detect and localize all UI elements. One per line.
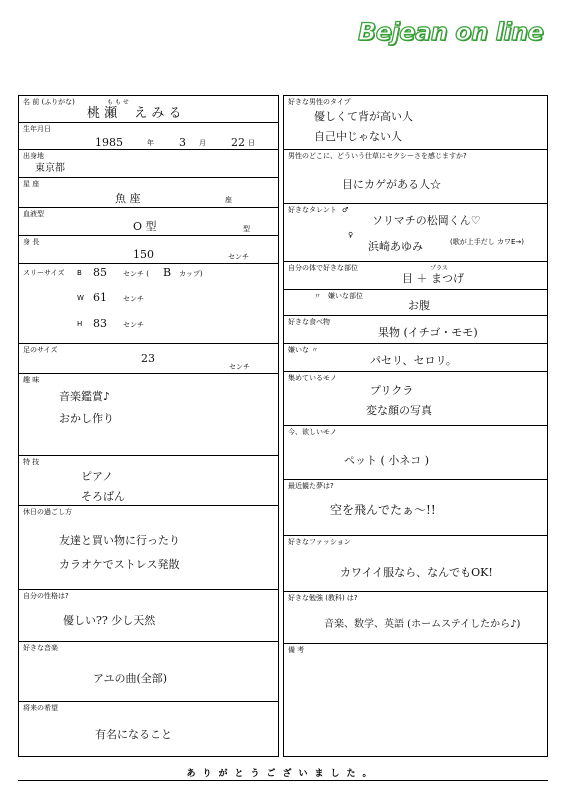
skill-field — [19, 456, 278, 506]
future-dream-field — [19, 702, 278, 755]
favorite-female-talent-note: (歌が上手だし カワE→) — [450, 238, 524, 246]
height-field — [19, 236, 278, 264]
personality-field — [19, 590, 278, 642]
birthplace-field — [19, 150, 278, 178]
zodiac-label: 星 座 — [23, 180, 40, 188]
favorite-fashion-field — [284, 536, 547, 592]
blood-type-field — [19, 208, 278, 236]
favorite-subject-field — [284, 592, 547, 644]
notes-field — [284, 644, 547, 755]
foot-size-value: 23 — [141, 352, 155, 365]
foot-size-label: 足のサイズ — [23, 346, 58, 354]
birth-year-unit: 年 — [147, 139, 154, 147]
skill-item-1: ピアノ — [81, 470, 114, 483]
zodiac-unit: 座 — [225, 196, 232, 204]
footer-divider — [18, 780, 548, 781]
cup-value: B — [163, 266, 172, 279]
collection-field — [284, 372, 547, 426]
favorite-body-part-label: 自分の体で好きな部位 — [288, 264, 358, 272]
favorite-female-talent: 浜崎あゆみ — [368, 240, 423, 253]
collection-label: 集めているモノ — [288, 374, 337, 382]
three-sizes-label: スリーサイズ — [23, 269, 65, 277]
name-label: 名 前 (ふりがな) — [23, 98, 75, 106]
height-unit: センチ — [228, 253, 249, 261]
birth-day-unit: 日 — [248, 139, 255, 147]
favorite-body-part-furigana: プラス — [430, 265, 448, 272]
name-field — [19, 96, 278, 123]
recent-dream-field — [284, 480, 547, 536]
holiday-field — [19, 506, 278, 590]
cup-unit: カップ) — [179, 270, 203, 278]
zodiac-value: 魚 座 — [115, 192, 141, 205]
profile-right-column — [283, 95, 548, 757]
holiday-line-1: 友達と買い物に行ったり — [59, 534, 180, 547]
height-label: 身 長 — [23, 238, 40, 246]
favorite-male-talent: ソリマチの松岡くん♡ — [372, 214, 481, 227]
sexy-point-field — [284, 150, 547, 204]
favorite-subject-label: 好きな勉強 (教科) は? — [288, 594, 358, 602]
bust-unit: センチ ( — [123, 270, 149, 278]
birth-month-unit: 月 — [199, 139, 206, 147]
favorite-music-field — [19, 642, 278, 702]
hobby-item-2: おかし作り — [59, 412, 114, 425]
skill-label: 特 技 — [23, 458, 40, 466]
sexy-point-label: 男性のどこに、どういう仕草にセクシーさを感じますか? — [288, 152, 467, 160]
personality-value: 優しい?? 少し天然 — [63, 614, 156, 627]
ideal-type-line-2: 自己中じゃない人 — [314, 130, 402, 143]
blood-type-label: 血液型 — [23, 210, 44, 218]
disliked-body-part-field — [284, 290, 547, 316]
disliked-food-value: パセリ、セロリ。 — [370, 354, 457, 367]
birthdate-label: 生年月日 — [23, 125, 51, 133]
birth-year: 1985 — [95, 136, 123, 149]
waist-value: 61 — [93, 291, 107, 304]
notes-label: 備 考 — [288, 646, 305, 654]
hip-letter: H — [77, 320, 83, 328]
name-value: 桃 瀬 え み る — [87, 106, 182, 121]
hobby-item-1: 音楽鑑賞♪ — [59, 390, 111, 403]
birthplace-value: 東京都 — [35, 163, 65, 174]
birthplace-label: 出身地 — [23, 152, 44, 160]
disliked-food-label: 嫌いな 〃 — [288, 346, 319, 354]
collection-line-2: 変な顔の写真 — [366, 404, 432, 417]
want-now-label: 今、欲しいモノ — [288, 428, 337, 436]
hobby-field — [19, 374, 278, 456]
future-dream-label: 将来の希望 — [23, 704, 58, 712]
personality-label: 自分の性格は? — [23, 592, 69, 600]
holiday-label: 休日の過ごし方 — [23, 508, 72, 516]
female-symbol-icon: ♀ — [348, 231, 354, 239]
male-symbol-icon: ♂ — [342, 206, 349, 214]
waist-letter: W — [77, 294, 84, 302]
favorite-music-label: 好きな音楽 — [23, 644, 58, 652]
foot-size-unit: センチ — [229, 363, 250, 371]
profile-left-column — [18, 95, 279, 757]
recent-dream-label: 最近観た夢は? — [288, 482, 334, 490]
blood-type-value: O 型 — [133, 220, 157, 233]
name-furigana: も も せ — [107, 99, 129, 106]
favorite-food-label: 好きな食べ物 — [288, 318, 330, 326]
foot-size-field — [19, 344, 278, 374]
ideal-type-line-1: 優しくて背が高い人 — [314, 110, 413, 123]
favorite-talent-field — [284, 204, 547, 262]
collection-line-1: プリクラ — [370, 384, 414, 397]
favorite-fashion-label: 好きなファッション — [288, 538, 351, 546]
disliked-body-part-value: お腹 — [408, 299, 430, 312]
bust-letter: B — [77, 269, 82, 277]
ideal-type-field — [284, 96, 547, 150]
thank-you-footer: ありがとうございました。 — [186, 769, 379, 779]
hobby-label: 趣 味 — [23, 376, 40, 384]
future-dream-value: 有名になること — [95, 728, 172, 741]
height-value: 150 — [133, 248, 154, 261]
favorite-fashion-value: カワイイ服なら、なんでもOK! — [340, 566, 493, 579]
favorite-food-field — [284, 316, 547, 344]
birthdate-field — [19, 123, 278, 150]
birth-day: 22 — [231, 136, 245, 149]
favorite-subject-value: 音楽、数学、英語 (ホームステイしたから♪) — [324, 619, 521, 630]
sexy-point-value: 目にカゲがある人☆ — [342, 178, 441, 191]
hip-value: 83 — [93, 317, 107, 330]
birth-month: 3 — [179, 136, 186, 149]
favorite-music-value: アユの曲(全部) — [93, 672, 168, 685]
favorite-body-part-field — [284, 262, 547, 290]
skill-item-2: そろばん — [81, 490, 125, 503]
want-now-value: ペット ( 小ネコ ) — [344, 454, 430, 467]
disliked-body-part-label: 〃 嫌いな部位 — [314, 292, 363, 300]
blood-type-unit: 型 — [243, 225, 250, 233]
holiday-line-2: カラオケでストレス発散 — [59, 558, 180, 571]
disliked-food-field — [284, 344, 547, 372]
brand-logo: Bejean on line — [358, 18, 544, 46]
bust-value: 85 — [93, 266, 107, 279]
ideal-type-label: 好きな男性のタイプ — [288, 98, 351, 106]
recent-dream-value: 空を飛んでたぁ〜!! — [330, 503, 436, 517]
zodiac-field — [19, 178, 278, 208]
favorite-talent-label: 好きなタレント — [288, 206, 337, 214]
hip-unit: センチ — [123, 321, 144, 329]
waist-unit: センチ — [123, 295, 144, 303]
favorite-body-part-value: 目 ＋ まつげ — [402, 272, 464, 285]
favorite-food-value: 果物 (イチゴ・モモ) — [378, 326, 478, 339]
want-now-field — [284, 426, 547, 480]
three-sizes-field — [19, 264, 278, 344]
